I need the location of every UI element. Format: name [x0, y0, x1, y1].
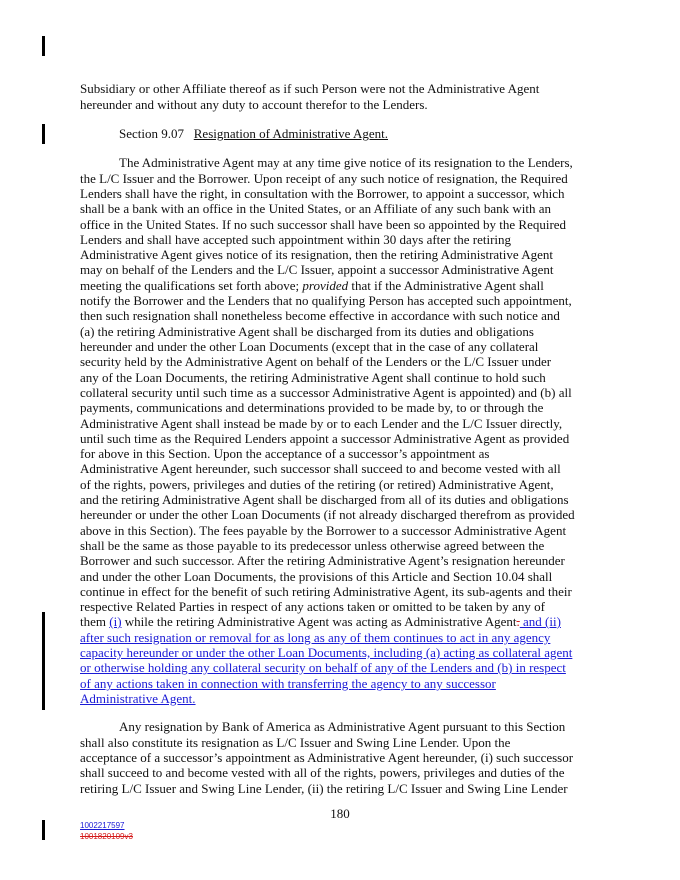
deleted-text: . — [516, 614, 520, 629]
text-line: hereunder or under the other Loan Documents (if not already discharged therefrom as provided — [80, 507, 575, 522]
inserted-line: capacity hereunder or under the other Loan Documents, including (a) acting as collateral agent — [80, 645, 573, 660]
text-line: any of the Loan Documents, the retiring Administrative Agent shall continue to hold such — [80, 370, 546, 385]
text-line: shall be a bank with an office in the United States, or an Affiliate of any such bank with an — [80, 201, 552, 216]
text-line: Borrower and such successor. After the retiring Administrative Agent’s resignation hereunder — [80, 553, 565, 568]
text-line: hereunder and under the other Loan Documents (except that in the case of any collateral — [80, 339, 539, 354]
inserted-line: after such resignation or removal for as long as any of them continues to act in any agency — [80, 630, 551, 645]
text-line: shall be the same as those payable to its predecessor unless otherwise agreed between the — [80, 538, 545, 553]
text-line: Subsidiary or other Affiliate thereof as if such Person were not the Administrative Agent — [80, 81, 540, 96]
text-line: The Administrative Agent may at any time give notice of its resignation to the Lenders, — [119, 155, 573, 170]
text-line — [80, 614, 561, 629]
text-span: meeting the qualifications set forth above; — [80, 278, 303, 293]
text-line: until such time as the Required Lenders appoint a successor Administrative Agent as provided — [80, 431, 570, 446]
section-number: Section 9.07 — [119, 126, 184, 141]
inserted-text: (i) — [109, 614, 122, 629]
text-line — [80, 278, 544, 293]
text-line: Administrative Agent shall instead be made by or to each Lender and the L/C Issuer directly, — [80, 416, 563, 431]
text-line: office in the United States. If no such successor shall have been so appointed by the Required — [80, 217, 567, 232]
change-bar — [42, 36, 45, 56]
text-span: while the retiring Administrative Agent was acting as Administrative Agent — [121, 614, 517, 629]
text-line: Lenders shall have the right, in consultation with the Borrower, to appoint a successor, which — [80, 186, 565, 201]
change-bar — [42, 820, 45, 840]
change-bar — [42, 612, 45, 710]
text-line: respective Related Parties in respect of any actions taken or omitted to be taken by any of — [80, 599, 545, 614]
text-line: Administrative Agent gives notice of its resignation, then the retiring Administrative Agent — [80, 247, 553, 262]
text-line: security held by the Administrative Agent on behalf of the Lenders or the L/C Issuer under — [80, 354, 552, 369]
text-line: shall also constitute its resignation as L/C Issuer and Swing Line Lender. Upon the — [80, 735, 511, 750]
text-span: that if the Administrative Agent shall — [348, 278, 544, 293]
text-line: and under the other Loan Documents, the provisions of this Article and Section 10.04 shall — [80, 569, 553, 584]
text-line: for above in this Section. Upon the acceptance of a successor’s appointment as — [80, 446, 490, 461]
text-line: and the retiring Administrative Agent shall be discharged from all of its duties and obligations — [80, 492, 569, 507]
text-line: above in this Section). The fees payable by the Borrower to a successor Administrative Agent — [80, 523, 567, 538]
text-line: of the rights, powers, privileges and duties of the retiring (or retired) Administrative Agent, — [80, 477, 554, 492]
text-line: collateral security until such time as a successor Administrative Agent is appointed) and (b) all — [80, 385, 572, 400]
section-title: Resignation of Administrative Agent. — [193, 126, 389, 141]
provided-term: provided — [302, 278, 349, 293]
doc-id-old: 1001820109v3 — [80, 832, 133, 841]
text-line: acceptance of a successor’s appointment as Administrative Agent hereunder, (i) such successor — [80, 750, 574, 765]
text-line: may on behalf of the Lenders and the L/C Issuer, appoint a successor Administrative Agent — [80, 262, 554, 277]
text-line: shall succeed to and become vested with all of the rights, powers, privileges and duties of the — [80, 765, 565, 780]
text-line: Lenders and shall have accepted such appointment within 30 days after the retiring — [80, 232, 512, 247]
inserted-line: of any actions taken in connection with transferring the agency to any successor — [80, 676, 496, 691]
inserted-line: Administrative Agent. — [80, 691, 196, 706]
text-line: the L/C Issuer and the Borrower. Upon receipt of any such notice of resignation, the Required — [80, 171, 568, 186]
text-line: retiring L/C Issuer and Swing Line Lender, (ii) the retiring L/C Issuer and Swing Line Lender — [80, 781, 568, 796]
text-line: Any resignation by Bank of America as Administrative Agent pursuant to this Section — [119, 719, 566, 734]
text-line: payments, communications and determinations provided to be made by, to or through the — [80, 400, 544, 415]
doc-id-new: 1002217597 — [80, 821, 125, 830]
change-bar — [42, 124, 45, 144]
inserted-text: and (ii) — [519, 614, 561, 629]
text-line: hereunder and without any duty to account therefor to the Lenders. — [80, 97, 428, 112]
page-number: 180 — [330, 806, 350, 821]
text-line: Administrative Agent hereunder, such successor shall succeed to and become vested with all — [80, 461, 561, 476]
text-line: then such resignation shall nonetheless become effective in accordance with such notice and — [80, 308, 560, 323]
text-line: continue in effect for the benefit of such retiring Administrative Agent, its sub-agents and their — [80, 584, 572, 599]
section-heading — [119, 126, 388, 141]
text-line: notify the Borrower and the Lenders that no qualifying Person has accepted such appointment, — [80, 293, 572, 308]
text-line: (a) the retiring Administrative Agent shall be discharged from its duties and obligations — [80, 324, 534, 339]
text-span: them — [80, 614, 110, 629]
inserted-line: or otherwise holding any collateral security on behalf of any of the Lenders and (b) in respect — [80, 660, 566, 675]
